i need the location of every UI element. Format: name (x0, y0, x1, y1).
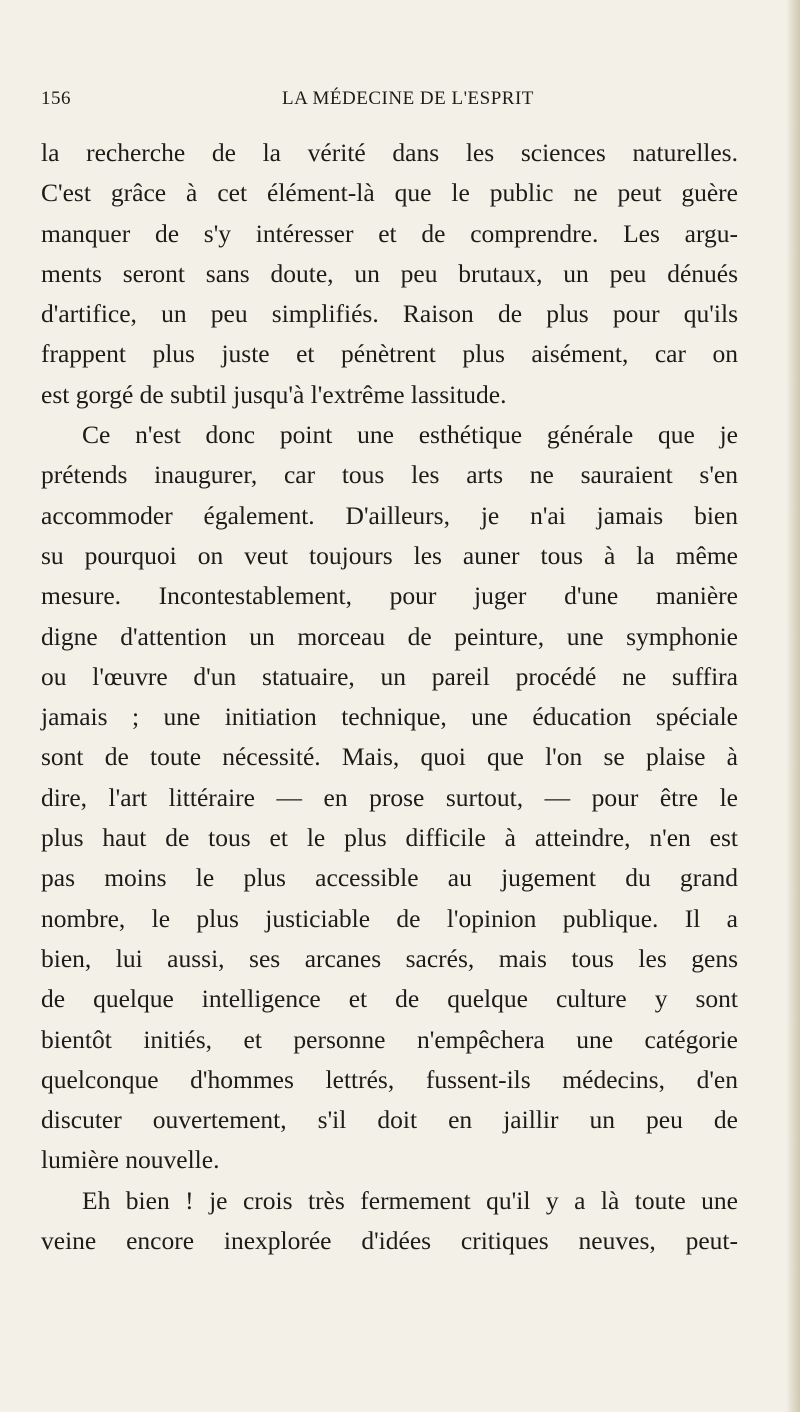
text-line: nombre, le plus justiciable de l'opinion publique. Il a (41, 903, 738, 933)
text-line: C'est grâce à cet élément-là que le public ne peut guère (41, 178, 738, 208)
text-line: dire, l'art littéraire — en prose surtout, — pour être le (41, 782, 738, 812)
text-line: veine encore inexplorée d'idées critiques neuves, peut- (41, 1226, 738, 1256)
running-head (41, 88, 741, 114)
body-text (41, 133, 738, 1261)
text-line: digne d'attention un morceau de peinture, une symphonie (41, 621, 738, 651)
text-line: su pourquoi on veut toujours les auner tous à la même (41, 540, 738, 570)
text-line: ou l'œuvre d'un statuaire, un pareil procédé ne suffira (41, 661, 738, 691)
running-head-title: LA MÉDECINE DE L'ESPRIT (282, 88, 534, 109)
text-line: prétends inaugurer, car tous les arts ne sauraient s'en (41, 460, 738, 490)
text-line: bientôt initiés, et personne n'empêchera une catégorie (41, 1024, 738, 1054)
text-line: accommoder également. D'ailleurs, je n'ai jamais bien (41, 500, 738, 530)
page-edge (786, 0, 800, 1412)
text-line: discuter ouvertement, s'il doit en jaillir un peu de (41, 1105, 738, 1135)
text-line: Eh bien ! je crois très fermement qu'il y a là toute une (82, 1185, 738, 1215)
text-line: d'artifice, un peu simplifiés. Raison de plus pour qu'ils (41, 299, 738, 329)
text-line: jamais ; une initiation technique, une éducation spéciale (41, 702, 738, 732)
text-line: frappent plus juste et pénètrent plus aisément, car on (41, 339, 738, 369)
text-line: Ce n'est donc point une esthétique générale que je (82, 420, 738, 450)
text-line: ments seront sans doute, un peu brutaux, un peu dénués (41, 258, 738, 288)
text-line: de quelque intelligence et de quelque culture y sont (41, 984, 738, 1014)
text-line: est gorgé de subtil jusqu'à l'extrême lassitude. (41, 379, 507, 409)
text-line: mesure. Incontestablement, pour juger d'une manière (41, 581, 738, 611)
text-line: plus haut de tous et le plus difficile à atteindre, n'en est (41, 823, 738, 853)
text-line: quelconque d'hommes lettrés, fussent-ils médecins, d'en (41, 1064, 738, 1094)
text-line: sont de toute nécessité. Mais, quoi que l'on se plaise à (41, 742, 738, 772)
text-line: pas moins le plus accessible au jugement du grand (41, 863, 738, 893)
text-line: la recherche de la vérité dans les sciences naturelles. (41, 138, 738, 167)
page-number: 156 (41, 88, 71, 109)
text-line: lumière nouvelle. (41, 1145, 220, 1175)
text-line: manquer de s'y intéresser et de comprendre. Les argu- (41, 218, 738, 248)
text-line: bien, lui aussi, ses arcanes sacrés, mais tous les gens (41, 943, 738, 973)
